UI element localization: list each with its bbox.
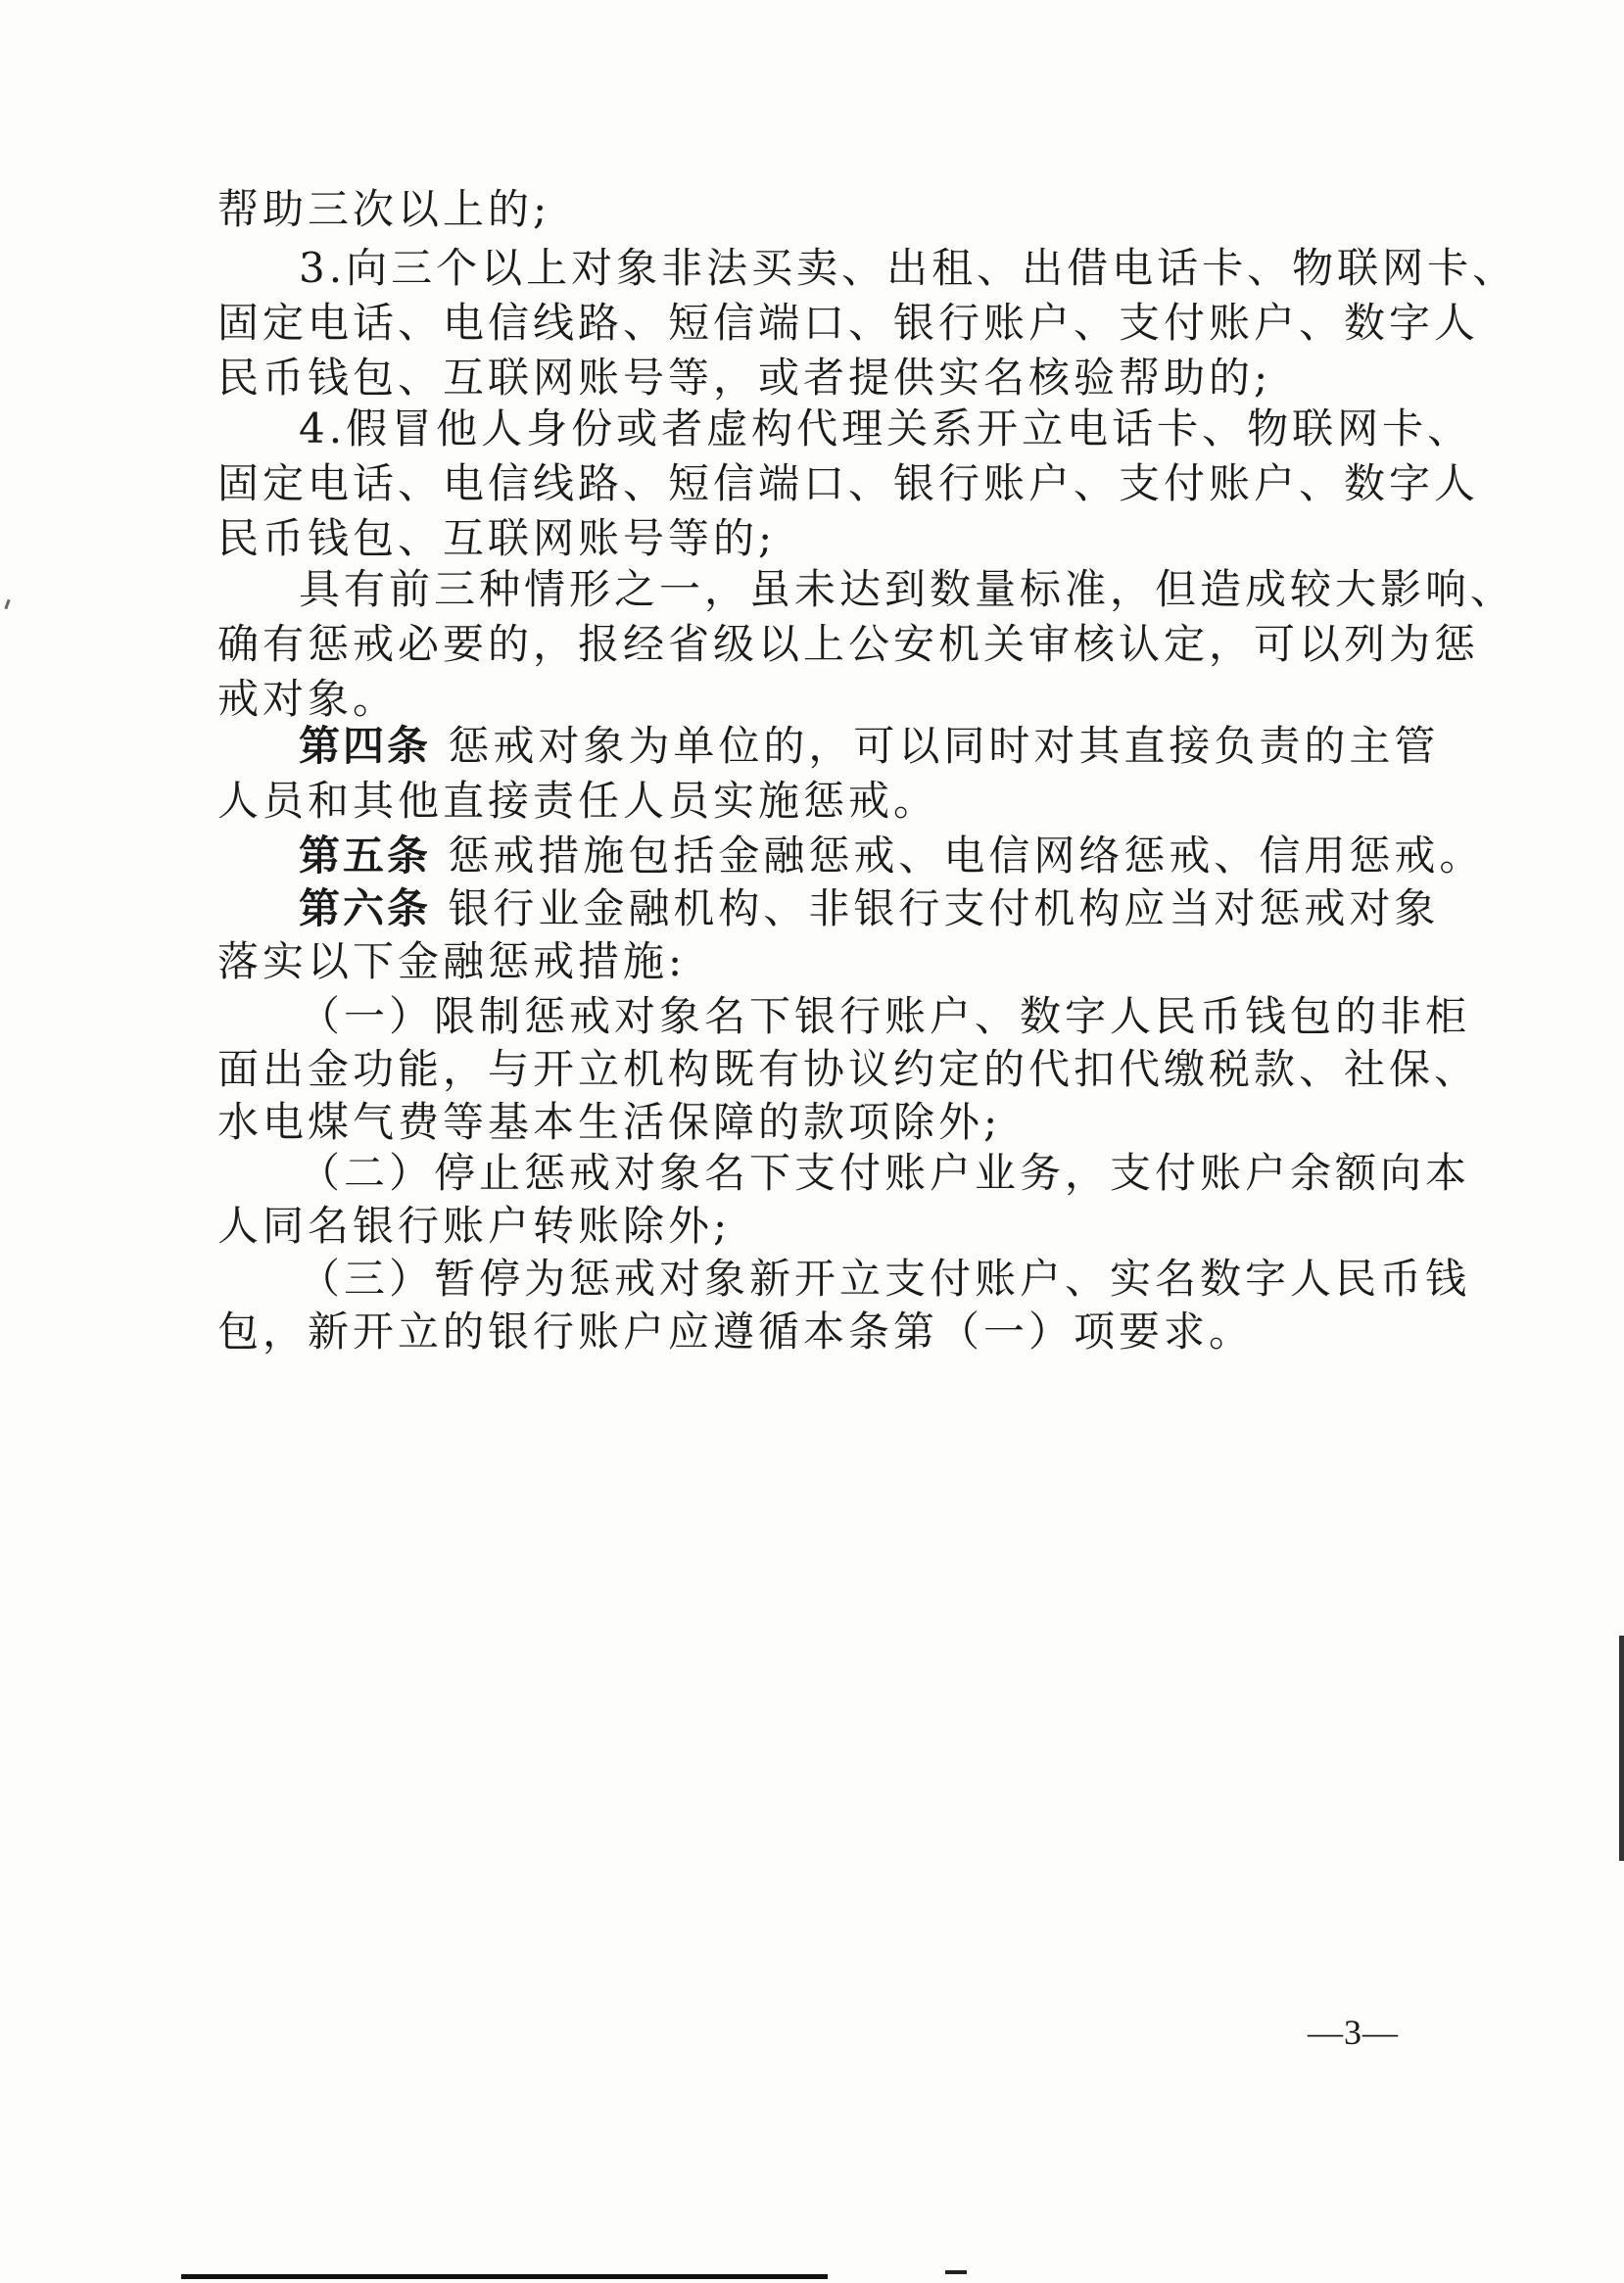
article-heading: 第六条 — [299, 884, 432, 932]
text-line: 具有前三种情形之一，虽未达到数量标准，但造成较大影响、 — [299, 565, 1516, 613]
text-line: 确有惩戒必要的，报经省级以上公安机关审核认定，可以列为惩 — [217, 620, 1480, 668]
article-text: 惩戒措施包括金融惩戒、电信网络惩戒、信用惩戒。 — [448, 832, 1485, 880]
text-line: （三）暂停为惩戒对象新开立支付账户、实名数字人民币钱 — [299, 1255, 1471, 1303]
bottom-mark — [945, 2270, 967, 2274]
bottom-rule — [181, 2274, 828, 2279]
text-line: 帮助三次以上的; — [217, 185, 551, 233]
text-line: 包，新开立的银行账户应遵循本条第（一）项要求。 — [217, 1308, 1255, 1356]
text-line: 固定电话、电信线路、短信端口、银行账户、支付账户、数字人 — [217, 299, 1480, 347]
article-heading: 第五条 — [299, 832, 432, 880]
text-line: 3.向三个以上对象非法买卖、出租、出借电话卡、物联网卡、 — [299, 244, 1518, 292]
text-line: 固定电话、电信线路、短信端口、银行账户、支付账户、数字人 — [217, 459, 1480, 507]
text-line: 人员和其他直接责任人员实施惩戒。 — [217, 777, 939, 825]
page-number: —3— — [1308, 2013, 1399, 2052]
text-line: 面出金功能，与开立机构既有协议约定的代扣代缴税款、社保、 — [217, 1045, 1480, 1093]
scan-speck — [4, 599, 10, 609]
text-line: 人同名银行账户转账除外; — [217, 1202, 732, 1250]
article-heading: 第四条 — [299, 722, 432, 770]
text-line: 4.假冒他人身份或者虚构代理关系开立电话卡、物联网卡、 — [299, 404, 1473, 452]
article-text: 银行业金融机构、非银行支付机构应当对惩戒对象 — [448, 884, 1440, 932]
text-line: 民币钱包、互联网账号等，或者提供实名核验帮助的; — [217, 354, 1272, 402]
scan-edge-mark — [1619, 1636, 1624, 1861]
text-line: 落实以下金融惩戒措施: — [217, 937, 687, 985]
text-line: 水电煤气费等基本生活保障的款项除外; — [217, 1098, 1002, 1146]
article-6-line — [299, 880, 1439, 938]
text-line: 民币钱包、互联网账号等的; — [217, 514, 777, 562]
text-line: （一）限制惩戒对象名下银行账户、数字人民币钱包的非柜 — [299, 992, 1471, 1040]
text-line: （二）停止惩戒对象名下支付账户业务，支付账户余额向本 — [299, 1149, 1471, 1197]
text-line: 戒对象。 — [217, 675, 399, 723]
article-text: 惩戒对象为单位的，可以同时对其直接负责的主管 — [448, 722, 1440, 770]
article-4-line — [299, 717, 1439, 776]
article-5-line — [299, 827, 1484, 885]
